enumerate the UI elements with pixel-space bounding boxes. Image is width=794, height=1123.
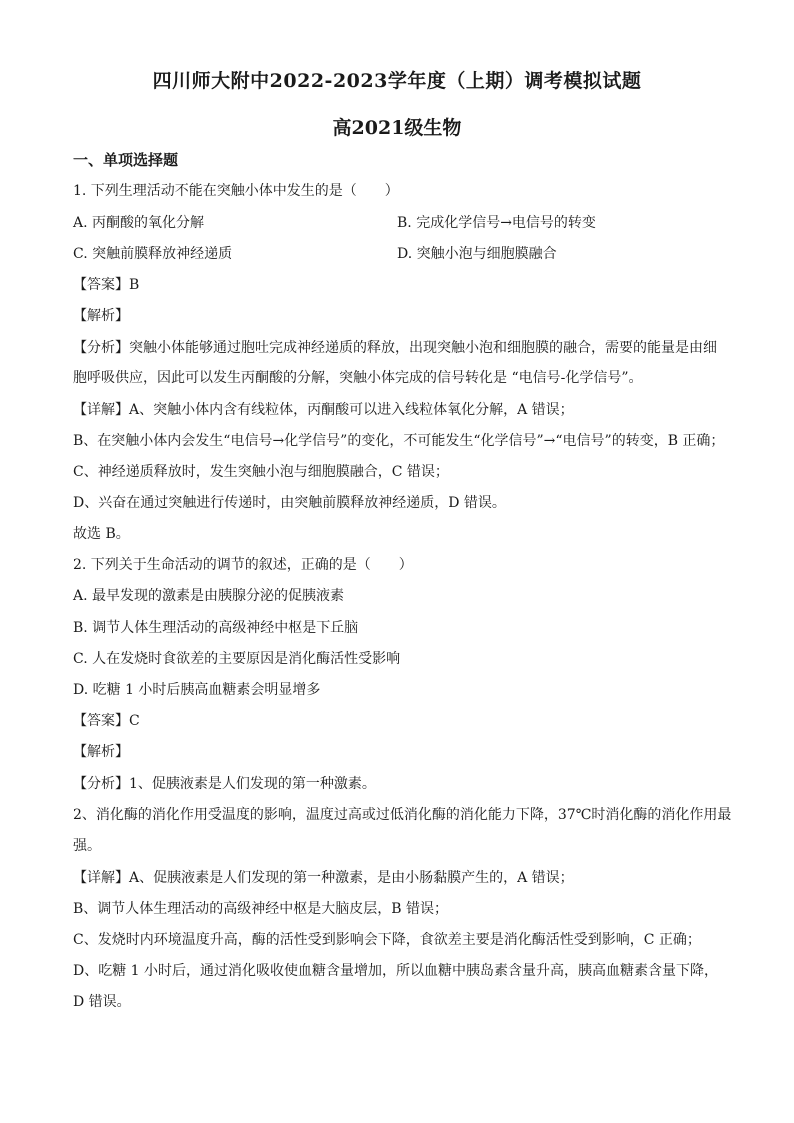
question-1-option-c: C. 突触前膜释放神经递质 <box>73 246 233 262</box>
question-1-detail-c: C、神经递质释放时，发生突触小泡与细胞膜融合，C 错误； <box>73 464 449 480</box>
question-2-fenxi-line-2: 2、消化酶的消化作用受温度的影响，温度过高或过低消化酶的消化能力下降，37℃时消化酶的消化作用最 <box>73 807 732 823</box>
question-1-answer: 【答案】B <box>73 277 140 293</box>
question-2-stem: 2. 下列关于生命活动的调节的叙述，正确的是（ ） <box>73 557 413 573</box>
question-1-fenxi-line-1: 【分析】突触小体能够通过胞吐完成神经递质的释放，出现突触小泡和细胞膜的融合，需要的能量是由细 <box>73 340 717 356</box>
question-1-stem: 1. 下列生理活动不能在突触小体中发生的是（ ） <box>73 183 399 199</box>
question-1-option-a: A. 丙酮酸的氧化分解 <box>73 215 205 231</box>
question-2-detail-c: C、发烧时内环境温度升高，酶的活性受到影响会下降，食欲差主要是消化酶活性受到影响，C 正确； <box>73 932 701 948</box>
question-2-analysis-heading: 【解析】 <box>73 744 129 760</box>
question-2-fenxi-line-1: 【分析】1、促胰液素是人们发现的第一种激素。 <box>73 776 376 792</box>
question-2-option-a: A. 最早发现的激素是由胰腺分泌的促胰液素 <box>73 588 345 604</box>
question-2-detail-b: B、调节人体生理活动的高级神经中枢是大脑皮层，B 错误； <box>73 901 449 917</box>
question-2-answer: 【答案】C <box>73 713 140 729</box>
question-2-fenxi-line-3: 强。 <box>73 838 101 854</box>
question-1-detail-a: 【详解】A、突触小体内含有线粒体，丙酮酸可以进入线粒体氧化分解，A 错误； <box>73 402 574 418</box>
section-heading: 一、单项选择题 <box>73 151 179 169</box>
question-2-option-c: C. 人在发烧时食欲差的主要原因是消化酶活性受影响 <box>73 651 401 667</box>
question-1-analysis-heading: 【解析】 <box>73 308 129 324</box>
question-1-detail-d: D、兴奋在通过突触进行传递时，由突触前膜释放神经递质，D 错误。 <box>73 495 506 511</box>
question-2-option-b: B. 调节人体生理活动的高级神经中枢是下丘脑 <box>73 620 359 636</box>
question-1-detail-b: B、在突触小体内会发生“电信号→化学信号”的变化，不可能发生“化学信号”→“电信号”的转变，B 正确； <box>73 433 725 449</box>
question-1-option-d: D. 突触小泡与细胞膜融合 <box>397 246 557 262</box>
document-title: 四川师大附中2022-2023学年度（上期）调考模拟试题 <box>152 70 642 92</box>
question-1-conclusion: 故选 B。 <box>73 526 130 542</box>
question-2-detail-d-line-1: D、吃糖 1 小时后，通过消化吸收使血糖含量增加，所以血糖中胰岛素含量升高，胰高血糖素含量下降， <box>73 963 719 979</box>
question-1-option-b: B. 完成化学信号→电信号的转变 <box>397 215 596 231</box>
question-1-fenxi-line-2: 胞呼吸供应，因此可以发生丙酮酸的分解，突触小体完成的信号转化是 “电信号-化学信号”。 <box>73 370 643 386</box>
question-2-option-d: D. 吃糖 1 小时后胰高血糖素会明显增多 <box>73 682 321 698</box>
question-2-detail-d-line-2: D 错误。 <box>73 994 131 1010</box>
document-subtitle: 高2021级生物 <box>332 117 462 139</box>
question-2-detail-a: 【详解】A、促胰液素是人们发现的第一种激素，是由小肠黏膜产生的，A 错误； <box>73 870 574 886</box>
